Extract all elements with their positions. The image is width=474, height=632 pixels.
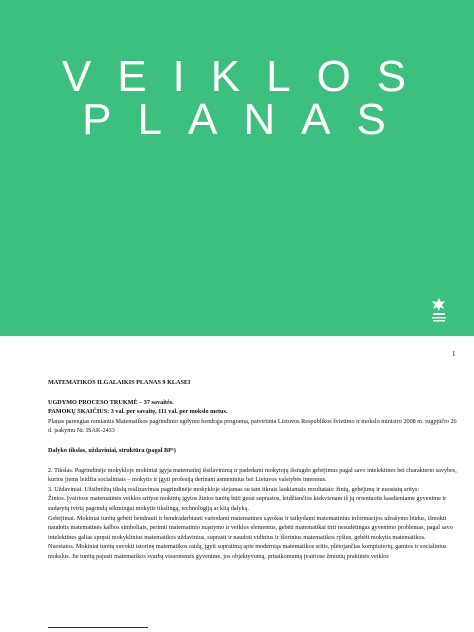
duration-line: UGDYMO PROCESO TRUKMĖ – 37 savaitės. bbox=[48, 398, 174, 406]
document-body bbox=[48, 378, 458, 562]
knowledge-paragraph: Žinios. Įvairiose matematinės veiklos srityse mokinių įgytos žinios turėtų būti gerai suprastos, leidžiančios kiekvienam iš jų orientuotis kasdieniame gyvenime ir sudarytų tvirtą pagrindą sėkmingai mokytis tikslingą, technologiją ar kitą dalyką. bbox=[48, 495, 447, 512]
tasks-paragraph: 3. Uždaviniai. Užsibrėžtų tikslų realizavimas pagrindinėje mokykloje siejamas su tam tikrais laukiamais rezultatais: žinių, gebėjimų ir nuostatų sritys: bbox=[48, 485, 420, 493]
basis-paragraph: Planas parengtas remiantis Matematikos pagrindinio ugdymo bendrąja programa, patvirtinta Lietuvos Respublikos švietimo ir mokslo ministro 2008 m. rugpjūčio 26 d. įsakymu Nr. ISAK-2433 bbox=[48, 417, 457, 435]
school-crest-icon bbox=[428, 296, 450, 324]
cover-title-line1: VEIKLOS bbox=[61, 52, 433, 101]
lessons-line: PAMOKŲ SKAIČIUS: 3 val. per savaitę, 111 val. per mokslo metus. bbox=[48, 408, 228, 416]
goal-paragraph: 2. Tikslas. Pagrindinėje mokykloje mokiniai įgyja matematinį išsilavinimą ir padedami mokytojų išsiugdo gebėjimus pagal savo intelektines bei charakterio savybes, kurios jiems leidžia socialiniais – mokytis ir įgyti profesiją derinant asmeninius bei Lietuvos valstybės interesus. bbox=[48, 466, 457, 484]
abilities-paragraph: Gebėjimai. Mokiniai turėtų gebėti bendrauti ir bendradarbiauti vartodami matematines sąvokas ir taikydami matematinius informacijos užrašymo būdus, išmokti naudotis matematinės kalbos simboliais, perimti matematinio mąstymo ir veiklos elementus, gebėti matematikai tirti nesudėtingas gyvenimo problemas, pagal savo intelektines galias spręsti mokyklinius matematikos uždavinius, suprasti ir naudoti vidinius ir išorinius matematikos ryšius, gebėti mokytis matematikos. bbox=[48, 514, 453, 541]
page-number: 1 bbox=[452, 350, 456, 358]
cover-title-line2: PLANAS bbox=[82, 95, 412, 144]
section-title: Dalyko tikslas, uždaviniai, struktūra (pagal BP¹) bbox=[48, 446, 176, 454]
attitudes-paragraph: Nuostatos. Mokiniai turėtų suvokti istorinę matematikos raidą, įgyti supratimą apie moderniąs matematikos sritis, plėtojančias kompiuterių, gamtos ir socialinius mokslus. Jie turėtų pajusti matematikos svarbą visuomenės gyvenime, jos objektyvumą, pritaikomumą įvairiose žmonių praktinės veiklos bbox=[48, 543, 447, 560]
footnote-rule bbox=[48, 627, 148, 628]
document-heading: MATEMATIKOS ILGALAIKIS PLANAS 9 KLASEI bbox=[48, 379, 191, 386]
